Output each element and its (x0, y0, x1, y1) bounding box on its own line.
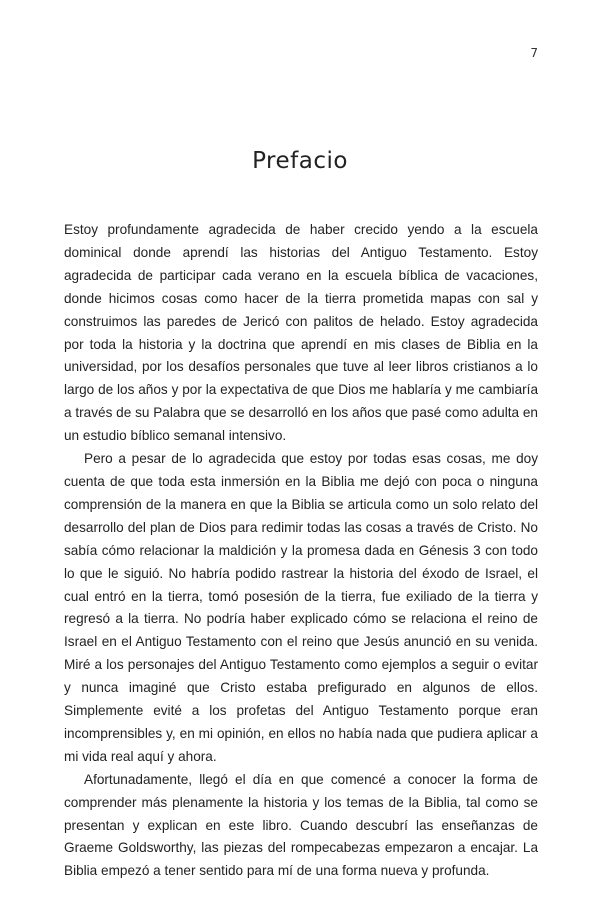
paragraph: Estoy profundamente agradecida de haber crecido yendo a la escuela dominical donde aprendí las historias del Antiguo Testamento. Estoy agradecida de participar cada verano en la escuela bíblica de vacaciones, donde hicimos cosas como hacer de la tierra prometida mapas con sal y construimos las paredes de Jericó con palitos de helado. Estoy agradecida por toda la historia y la doctrina que aprendí en mis clases de Biblia en la universidad, por los desafíos personales que tuve al leer libros cristianos a lo largo de los años y por la expectativa de que Dios me hablaría y me cambiaría a través de su Palabra que se desarrolló en los años que pasé como adulta en un estudio bíblico semanal intensivo. (64, 222, 538, 444)
paragraph: Pero a pesar de lo agradecida que estoy por todas esas cosas, me doy cuenta de que toda esta inmersión en la Biblia me dejó con poca o ninguna comprensión de la manera en que la Biblia se articula como un solo relato del desarrollo del plan de Dios para redimir todas las cosas a través de Cristo. No sabía cómo relacionar la maldición y la promesa dada en Génesis 3 con todo lo que le siguió. No habría podido rastrear la historia del éxodo de Israel, el cual entró en la tierra, tomó posesión de la tierra, fue exiliado de la tierra y regresó a la tierra. No podría haber explicado cómo se relaciona el reino de Israel en el Antiguo Testamento con el reino que Jesús anunció en su venida. Miré a los personajes del Antiguo Testamento como ejemplos a seguir o evitar y nunca imaginé que Cristo estaba prefigurado en algunos de ellos. Simplemente evité a los profetas del Antiguo Testamento porque eran incomprensibles y, en mi opinión, en ellos no había nada que pudiera aplicar a mi vida real aquí y ahora. (64, 451, 538, 764)
body-text (64, 219, 538, 883)
page-number: 7 (530, 46, 538, 60)
paragraph: Afortunadamente, llegó el día en que comencé a conocer la forma de comprender más plenamente la historia y los temas de la Biblia, tal como se presentan y explican en este libro. Cuando descubrí las enseñanzas de Graeme Goldsworthy, las piezas del rompecabezas empezaron a encajar. La Biblia empezó a tener sentido para mí de una forma nueva y profunda. (64, 771, 538, 879)
chapter-title: Prefacio (252, 148, 348, 174)
